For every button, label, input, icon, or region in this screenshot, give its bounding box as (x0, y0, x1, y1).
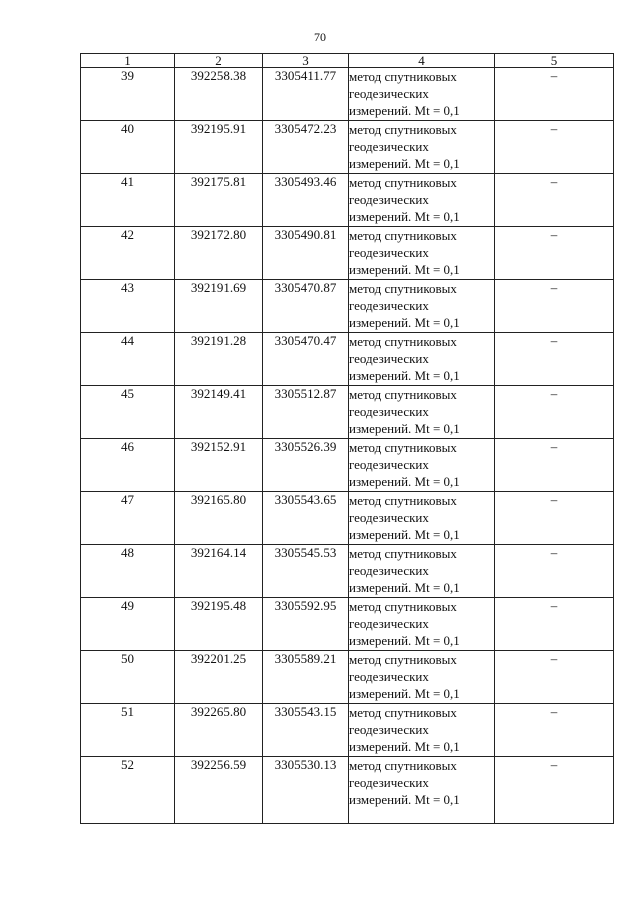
method-cell (349, 651, 495, 704)
table-row (81, 280, 614, 333)
method-text-line: геодезических (349, 775, 429, 790)
description-cell: – (495, 651, 614, 704)
description-cell: – (495, 121, 614, 174)
y-coordinate-cell: 3305592.95 (263, 598, 349, 651)
method-cell (349, 545, 495, 598)
method-cell (349, 704, 495, 757)
y-coordinate-cell: 3305545.53 (263, 545, 349, 598)
header-col-5: 5 (495, 54, 614, 68)
y-coordinate-cell: 3305472.23 (263, 121, 349, 174)
method-text-line: измерений. Mt = 0,1 (349, 209, 460, 224)
method-text-line: метод спутниковых (349, 599, 457, 614)
method-text-line: метод спутниковых (349, 281, 457, 296)
method-text-line: геодезических (349, 616, 429, 631)
point-number-cell: 41 (81, 174, 175, 227)
method-text-line: измерений. Mt = 0,1 (349, 262, 460, 277)
description-cell: – (495, 280, 614, 333)
description-cell: – (495, 227, 614, 280)
header-col-4: 4 (349, 54, 495, 68)
method-text-line: измерений. Mt = 0,1 (349, 368, 460, 383)
method-cell (349, 757, 495, 824)
x-coordinate-cell: 392265.80 (175, 704, 263, 757)
x-coordinate-cell: 392152.91 (175, 439, 263, 492)
x-coordinate-cell: 392191.69 (175, 280, 263, 333)
y-coordinate-cell: 3305490.81 (263, 227, 349, 280)
method-cell (349, 598, 495, 651)
point-number-cell: 43 (81, 280, 175, 333)
method-text-line: измерений. Mt = 0,1 (349, 633, 460, 648)
y-coordinate-cell: 3305493.46 (263, 174, 349, 227)
method-text-line: метод спутниковых (349, 652, 457, 667)
method-text-line: метод спутниковых (349, 122, 457, 137)
method-cell (349, 439, 495, 492)
method-text-line: метод спутниковых (349, 493, 457, 508)
method-text-line: геодезических (349, 298, 429, 313)
method-text-line: метод спутниковых (349, 334, 457, 349)
method-text-line: метод спутниковых (349, 758, 457, 773)
table-row (81, 386, 614, 439)
y-coordinate-cell: 3305512.87 (263, 386, 349, 439)
method-text-line: геодезических (349, 722, 429, 737)
table-row (81, 227, 614, 280)
table-row (81, 651, 614, 704)
table-row (81, 598, 614, 651)
x-coordinate-cell: 392172.80 (175, 227, 263, 280)
method-text-line: метод спутниковых (349, 175, 457, 190)
method-text-line: измерений. Mt = 0,1 (349, 421, 460, 436)
x-coordinate-cell: 392191.28 (175, 333, 263, 386)
point-number-cell: 51 (81, 704, 175, 757)
y-coordinate-cell: 3305543.15 (263, 704, 349, 757)
method-text-line: геодезических (349, 669, 429, 684)
method-text-line: геодезических (349, 563, 429, 578)
description-cell: – (495, 704, 614, 757)
coordinates-table (80, 53, 614, 824)
method-text-line: геодезических (349, 86, 429, 101)
method-text-line: геодезических (349, 404, 429, 419)
table-row (81, 174, 614, 227)
y-coordinate-cell: 3305589.21 (263, 651, 349, 704)
x-coordinate-cell: 392195.48 (175, 598, 263, 651)
method-text-line: геодезических (349, 457, 429, 472)
table-row (81, 333, 614, 386)
x-coordinate-cell: 392164.14 (175, 545, 263, 598)
table-row (81, 704, 614, 757)
method-cell (349, 121, 495, 174)
method-text-line: измерений. Mt = 0,1 (349, 156, 460, 171)
table-row (81, 439, 614, 492)
description-cell: – (495, 68, 614, 121)
point-number-cell: 49 (81, 598, 175, 651)
y-coordinate-cell: 3305470.47 (263, 333, 349, 386)
method-cell (349, 280, 495, 333)
point-number-cell: 47 (81, 492, 175, 545)
method-text-line: измерений. Mt = 0,1 (349, 580, 460, 595)
point-number-cell: 42 (81, 227, 175, 280)
method-text-line: метод спутниковых (349, 387, 457, 402)
y-coordinate-cell: 3305543.65 (263, 492, 349, 545)
x-coordinate-cell: 392195.91 (175, 121, 263, 174)
method-text-line: метод спутниковых (349, 705, 457, 720)
x-coordinate-cell: 392175.81 (175, 174, 263, 227)
method-text-line: геодезических (349, 245, 429, 260)
method-text-line: геодезических (349, 139, 429, 154)
method-text-line: измерений. Mt = 0,1 (349, 739, 460, 754)
method-text-line: измерений. Mt = 0,1 (349, 103, 460, 118)
x-coordinate-cell: 392201.25 (175, 651, 263, 704)
x-coordinate-cell: 392256.59 (175, 757, 263, 824)
x-coordinate-cell: 392149.41 (175, 386, 263, 439)
point-number-cell: 48 (81, 545, 175, 598)
x-coordinate-cell: 392258.38 (175, 68, 263, 121)
method-text-line: метод спутниковых (349, 228, 457, 243)
description-cell: – (495, 757, 614, 824)
point-number-cell: 45 (81, 386, 175, 439)
method-text-line: измерений. Mt = 0,1 (349, 315, 460, 330)
method-text-line: измерений. Mt = 0,1 (349, 527, 460, 542)
method-cell (349, 227, 495, 280)
table-row (81, 492, 614, 545)
header-col-1: 1 (81, 54, 175, 68)
description-cell: – (495, 545, 614, 598)
method-text-line: геодезических (349, 351, 429, 366)
method-cell (349, 174, 495, 227)
table-row (81, 545, 614, 598)
header-col-3: 3 (263, 54, 349, 68)
description-cell: – (495, 492, 614, 545)
method-text-line: геодезических (349, 192, 429, 207)
method-text-line: метод спутниковых (349, 69, 457, 84)
description-cell: – (495, 333, 614, 386)
point-number-cell: 46 (81, 439, 175, 492)
point-number-cell: 39 (81, 68, 175, 121)
page-number: 70 (314, 30, 326, 44)
method-text-line: метод спутниковых (349, 546, 457, 561)
method-text-line: метод спутниковых (349, 440, 457, 455)
description-cell: – (495, 598, 614, 651)
point-number-cell: 50 (81, 651, 175, 704)
description-cell: – (495, 439, 614, 492)
method-cell (349, 68, 495, 121)
header-col-2: 2 (175, 54, 263, 68)
table-row (81, 757, 614, 824)
method-text-line: измерений. Mt = 0,1 (349, 686, 460, 701)
y-coordinate-cell: 3305411.77 (263, 68, 349, 121)
point-number-cell: 44 (81, 333, 175, 386)
y-coordinate-cell: 3305530.13 (263, 757, 349, 824)
table-header-row (81, 54, 614, 68)
y-coordinate-cell: 3305470.87 (263, 280, 349, 333)
method-cell (349, 333, 495, 386)
description-cell: – (495, 174, 614, 227)
method-text-line: геодезических (349, 510, 429, 525)
table-row (81, 68, 614, 121)
point-number-cell: 40 (81, 121, 175, 174)
point-number-cell: 52 (81, 757, 175, 824)
method-text-line: измерений. Mt = 0,1 (349, 474, 460, 489)
x-coordinate-cell: 392165.80 (175, 492, 263, 545)
y-coordinate-cell: 3305526.39 (263, 439, 349, 492)
description-cell: – (495, 386, 614, 439)
method-cell (349, 386, 495, 439)
method-cell (349, 492, 495, 545)
method-text-line: измерений. Mt = 0,1 (349, 792, 460, 807)
table-row (81, 121, 614, 174)
